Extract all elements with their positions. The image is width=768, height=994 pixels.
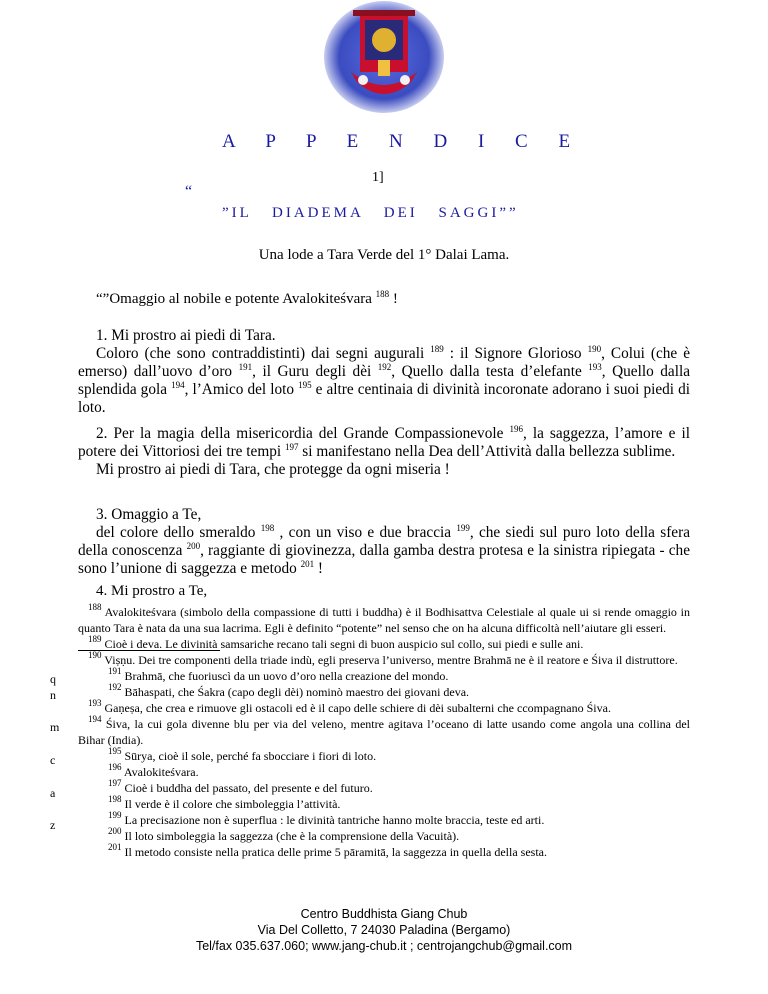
margin-letter: q: [50, 672, 56, 686]
footnote-189: $^{189}$ Cioè i deva. Le divinità samsariche recano tali segni di buon auspicio sul collo, sui piedi e sulle ani.: [88, 634, 584, 651]
footnote-201: $^{201}$ Il metodo consiste nella pratica delle prime 5 pāramitā, la saggezza in quella della sesta.: [108, 842, 547, 859]
page-footer: [0, 906, 768, 954]
footnote-200: $^{200}$ Il loto simboleggia la saggezza (che è la comprensione della Vacuità).: [108, 826, 460, 843]
footnote-198: $^{198}$ Il verde è il colore che simboleggia l’attività.: [108, 794, 341, 811]
margin-letter: z: [50, 818, 56, 832]
verse-1: 1. Mi prostro ai piedi di Tara. Coloro (che sono contraddistinti) dai segni augurali $^{189}$ : il Signore Glorioso $^{190}$, Colui (che è emerso) dall’uovo d’oro $^{191}$, il Guru degli dèi $^{192}$, Quello dalla testa d’elefante $^{193}$, Quello dalla splendida gola $^{194}$, l’Amico del loto $^{195}$ e altre centinaia di divinità incoronate adorano i suoi piedi di loto.: [78, 327, 690, 416]
verse-3: 3. Omaggio a Te, del colore dello smeraldo $^{198}$ , con un viso e due braccia $^{199}$, che siedi sul puro loto della sfera della conoscenza $^{200}$, raggiante di giovinezza, dalla gamba destra protesa e la sinistra ripiegata - che sono l’unione di saggezza e metodo $^{201}$ !: [78, 506, 690, 577]
footer-contacts: Tel/fax 035.637.060; www.jang-chub.it ; centrojangchub@gmail.com: [195, 939, 573, 953]
hymn-title: ”IL DIADEMA DEI SAGGI””: [222, 205, 519, 221]
margin-letter: n: [50, 688, 56, 702]
footnotes: [78, 604, 690, 860]
appendix-heading: A P P E N D I C E: [222, 131, 573, 152]
footnote-195: $^{195}$ Sūrya, cioè il sole, perché fa sbocciare i fiori di loto.: [108, 746, 377, 763]
margin-letter: c: [50, 753, 56, 767]
footnote-197: $^{197}$ Cioè i buddha del passato, del presente e del futuro.: [108, 778, 373, 795]
footnote-190: $^{190}$ Viṣṇu. Dei tre componenti della triade indù, egli preserva l’universo, mentre Brahmā ne è il reatore e Śiva il distruttore.: [88, 650, 678, 667]
footnote-194: $^{194}$ Śiva, la cui gola divenne blu per via del veleno, mentre agitava l’oceano di latte usando come angola una collina del Bihar (India).: [78, 714, 690, 747]
appendix-number: 1]: [372, 170, 384, 185]
footer-center-name: Centro Buddhista Giang Chub: [300, 907, 468, 921]
footnote-199: $^{199}$ La precisazione non è superflua : le divinità tantriche hanno molte braccia, teste ed arti.: [108, 810, 545, 827]
hymn-subtitle: Una lode a Tara Verde del 1° Dalai Lama.: [258, 247, 510, 263]
homage-line: “”Omaggio al nobile e potente Avalokiteśvara $^{188}$ !: [96, 289, 398, 307]
footnote-192: $^{192}$ Bāhaspati, che Śakra (capo degli dèi) nominò maestro dei giovani deva.: [108, 682, 470, 699]
footer-address: Via Del Colletto, 7 24030 Paladina (Bergamo): [257, 923, 511, 937]
opening-quote: “: [185, 183, 193, 200]
footnote-188: $^{188}$ Avalokiteśvara (simbolo della compassione di tutti i buddha) è il Bodhisattva Celestiale al quale ui si rende omaggio in quanto Tara è nata da una sua lacrima. Egli è definito “potente” nel senso che on ha alcuna difficoltà nell’aiutare gli esseri.: [78, 602, 690, 635]
footnote-193: $^{193}$ Gaṇeṣa, che crea e rimuove gli ostacoli ed è il capo delle schiere di dèi subalterni che ccompagnano Śiva.: [88, 698, 611, 715]
logo-emblem: [323, 0, 445, 115]
verse-4: 4. Mi prostro a Te,: [96, 583, 208, 599]
verse-2: 2. Per la magia della misericordia del Grande Compassionevole $^{196}$, la saggezza, l’amore e il potere dei Vittoriosi dei tre tempi $^{197}$ si manifestano nella Dea dell’Attività dalla bellezza sublime. Mi prostro ai piedi di Tara, che protegge da ogni miseria !: [78, 424, 690, 478]
footnote-191: $^{191}$ Brahmā, che fuoriuscì da un uovo d’oro nella creazione del mondo.: [108, 666, 449, 683]
footnote-196: $^{196}$ Avalokiteśvara.: [108, 762, 199, 779]
margin-letter: a: [50, 786, 56, 800]
margin-letter: m: [50, 720, 60, 734]
